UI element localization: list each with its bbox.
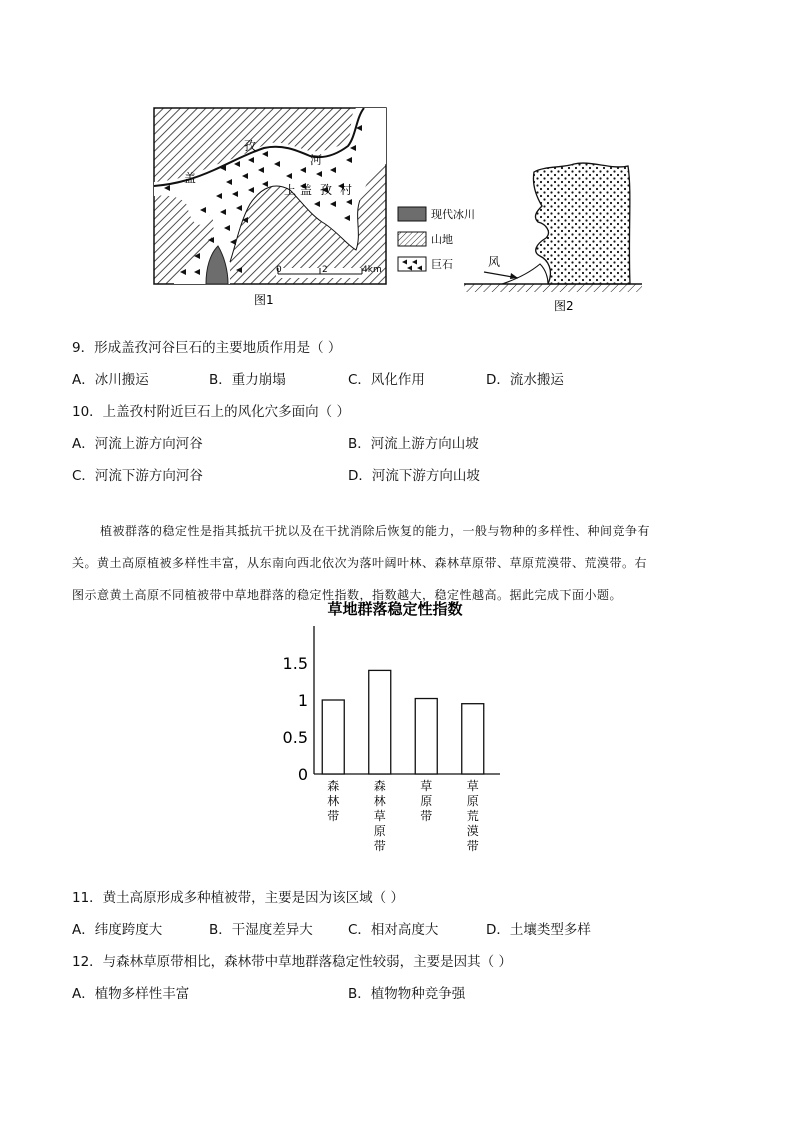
bar-2 [415, 699, 437, 774]
y-tick-label-3: 1.5 [282, 654, 308, 673]
bar-1 [369, 670, 391, 774]
q12-option-a[interactable]: A．植物多样性丰富 [72, 986, 190, 1002]
village-char-2: 盖 [300, 183, 313, 197]
q11-option-d[interactable]: D．土壤类型多样 [486, 922, 591, 938]
y-tick-label-1: 0.5 [282, 728, 308, 747]
q11-option-a[interactable]: A．纬度跨度大 [72, 922, 163, 938]
x-category-label-0: 森林带 [327, 779, 340, 823]
q9-option-d[interactable]: D．流水搬运 [486, 372, 564, 388]
bar-0 [322, 700, 344, 774]
question-11-stem: 11．黄土高原形成多种植被带，主要是因为该区域（ ） [72, 890, 404, 906]
x-category-label-3: 草原荒漠带 [466, 779, 479, 853]
passage-line-3: 图示意黄土高原不同植被带中草地群落的稳定性指数，指数越大，稳定性越高。据此完成下面小题。 [72, 588, 623, 602]
y-tick-label-0: 0 [297, 765, 308, 784]
q9-option-c[interactable]: C．风化作用 [348, 372, 425, 388]
village-char-4: 村 [340, 183, 353, 197]
legend-boulder: 巨石 [431, 258, 453, 271]
passage-line-2: 关。黄土高原植被多样性丰富，从东南向西北依次为落叶阔叶林、森林草原带、草原荒漠带、荒漠带。右 [72, 556, 648, 570]
q11-option-c[interactable]: C．相对高度大 [348, 922, 439, 938]
q10-option-a[interactable]: A．河流上游方向河谷 [72, 436, 203, 452]
scale-4: 4km [362, 265, 382, 275]
figure1-label: 图1 [254, 293, 274, 307]
village-char-1: 上 [284, 183, 297, 197]
q9-option-b[interactable]: B．重力崩塌 [209, 372, 286, 388]
q9-option-a[interactable]: A．冰川搬运 [72, 372, 149, 388]
figure1-map [150, 104, 475, 320]
river-char-1: 孜 [244, 139, 257, 153]
x-category-label-2: 草原带 [420, 779, 433, 823]
figure2-label: 图2 [554, 299, 574, 313]
q10-option-d[interactable]: D．河流下游方向山坡 [348, 468, 480, 484]
legend-glacier: 现代冰川 [431, 208, 475, 221]
question-10-stem: 10．上盖孜村附近巨石上的风化穴多面向（ ） [72, 404, 350, 420]
scale-0: 0 [276, 265, 282, 275]
question-12-stem: 12．与森林草原带相比，森林带中草地群落稳定性较弱，主要是因其（ ） [72, 954, 512, 970]
stability-bar-chart [270, 594, 520, 864]
q11-option-b[interactable]: B．干湿度差异大 [209, 922, 313, 938]
passage-line-1: 植被群落的稳定性是指其抵抗干扰以及在干扰消除后恢复的能力，一般与物种的多样性、种间竞争有 [100, 524, 651, 538]
legend-mountain: 山地 [431, 233, 453, 246]
wind-label: 风 [488, 255, 501, 269]
q10-option-c[interactable]: C．河流下游方向河谷 [72, 468, 203, 484]
q12-option-b[interactable]: B．植物物种竞争强 [348, 986, 466, 1002]
q10-option-b[interactable]: B．河流上游方向山坡 [348, 436, 479, 452]
question-9-stem: 9．形成盖孜河谷巨石的主要地质作用是（ ） [72, 340, 342, 356]
figure2-boulder [462, 152, 652, 320]
x-category-label-1: 森林草原带 [373, 779, 386, 853]
scale-2: 2 [322, 265, 328, 275]
place-char-gai: 盖 [184, 171, 197, 185]
bar-3 [462, 704, 484, 774]
river-char-2: 河 [310, 153, 323, 167]
y-tick-label-2: 1 [297, 691, 308, 710]
village-char-3: 孜 [320, 183, 333, 197]
chart-title: 草地群落稳定性指数 [327, 600, 463, 618]
